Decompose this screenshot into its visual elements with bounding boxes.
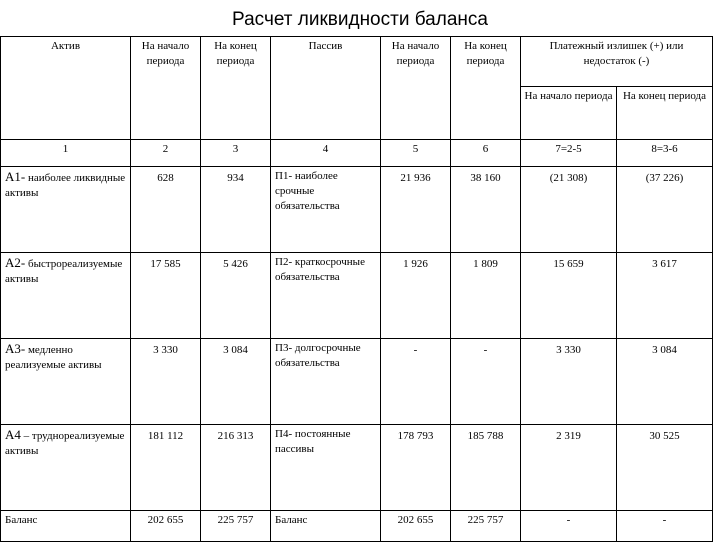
balance-liability-end: 225 757	[451, 511, 521, 542]
asset-text: быстрореализуемые активы	[5, 258, 123, 285]
liquidity-table	[0, 36, 713, 542]
asset-code: А3-	[5, 341, 26, 356]
header-asset-end: На конец периода	[201, 37, 271, 140]
asset-code: А2-	[5, 255, 26, 270]
liability-end-value: 1 809	[451, 253, 521, 339]
col-index: 4	[271, 140, 381, 167]
liability-end-value: -	[451, 339, 521, 425]
header-surplus-end: На конец периода	[617, 87, 713, 140]
liability-start-value: -	[381, 339, 451, 425]
table-row	[1, 167, 713, 253]
balance-asset-label: Баланс	[1, 511, 131, 542]
col-index: 6	[451, 140, 521, 167]
surplus-end-value: (37 226)	[617, 167, 713, 253]
liability-end-value: 185 788	[451, 425, 521, 511]
asset-cell	[1, 253, 131, 339]
surplus-start-value: 3 330	[521, 339, 617, 425]
balance-asset-start: 202 655	[131, 511, 201, 542]
asset-end-value: 216 313	[201, 425, 271, 511]
balance-surplus-end: -	[617, 511, 713, 542]
col-index: 3	[201, 140, 271, 167]
header-liability: Пассив	[271, 37, 381, 140]
balance-surplus-start: -	[521, 511, 617, 542]
page-title: Расчет ликвидности баланса	[232, 9, 488, 30]
balance-liability-start: 202 655	[381, 511, 451, 542]
table-row	[1, 425, 713, 511]
header-row	[1, 37, 713, 87]
liability-cell: П4- постоянные пассивы	[271, 425, 381, 511]
asset-end-value: 934	[201, 167, 271, 253]
asset-end-value: 5 426	[201, 253, 271, 339]
surplus-end-value: 30 525	[617, 425, 713, 511]
header-liability-end: На конец периода	[451, 37, 521, 140]
liability-start-value: 21 936	[381, 167, 451, 253]
asset-cell	[1, 339, 131, 425]
asset-start-value: 17 585	[131, 253, 201, 339]
col-index: 5	[381, 140, 451, 167]
col-index: 2	[131, 140, 201, 167]
liability-cell: П3- долгосрочные обязательства	[271, 339, 381, 425]
balance-liability-label: Баланс	[271, 511, 381, 542]
asset-start-value: 628	[131, 167, 201, 253]
col-index: 7=2-5	[521, 140, 617, 167]
column-index-row	[1, 140, 713, 167]
asset-text: наиболее ликвидные активы	[5, 172, 126, 199]
header-asset: Актив	[1, 37, 131, 140]
header-surplus: Платежный излишек (+) или недостаток (-)	[521, 37, 713, 87]
asset-code: А4	[5, 427, 21, 442]
liability-cell: П2- краткосрочные обязательства	[271, 253, 381, 339]
asset-text: медленно реализуемые активы	[5, 344, 102, 371]
col-index: 8=3-6	[617, 140, 713, 167]
liability-end-value: 38 160	[451, 167, 521, 253]
header-asset-start: На начало периода	[131, 37, 201, 140]
asset-cell	[1, 425, 131, 511]
asset-code: А1-	[5, 169, 26, 184]
balance-asset-end: 225 757	[201, 511, 271, 542]
header-surplus-start: На начало периода	[521, 87, 617, 140]
asset-cell	[1, 167, 131, 253]
surplus-start-value: (21 308)	[521, 167, 617, 253]
table-row	[1, 339, 713, 425]
table-row	[1, 253, 713, 339]
surplus-start-value: 15 659	[521, 253, 617, 339]
surplus-start-value: 2 319	[521, 425, 617, 511]
liability-start-value: 178 793	[381, 425, 451, 511]
balance-row	[1, 511, 713, 542]
col-index: 1	[1, 140, 131, 167]
asset-start-value: 3 330	[131, 339, 201, 425]
surplus-end-value: 3 084	[617, 339, 713, 425]
asset-end-value: 3 084	[201, 339, 271, 425]
liability-start-value: 1 926	[381, 253, 451, 339]
surplus-end-value: 3 617	[617, 253, 713, 339]
liability-cell: П1- наиболее срочные обязательства	[271, 167, 381, 253]
header-liability-start: На начало периода	[381, 37, 451, 140]
asset-text: – труднореализуемые активы	[5, 430, 125, 457]
asset-start-value: 181 112	[131, 425, 201, 511]
